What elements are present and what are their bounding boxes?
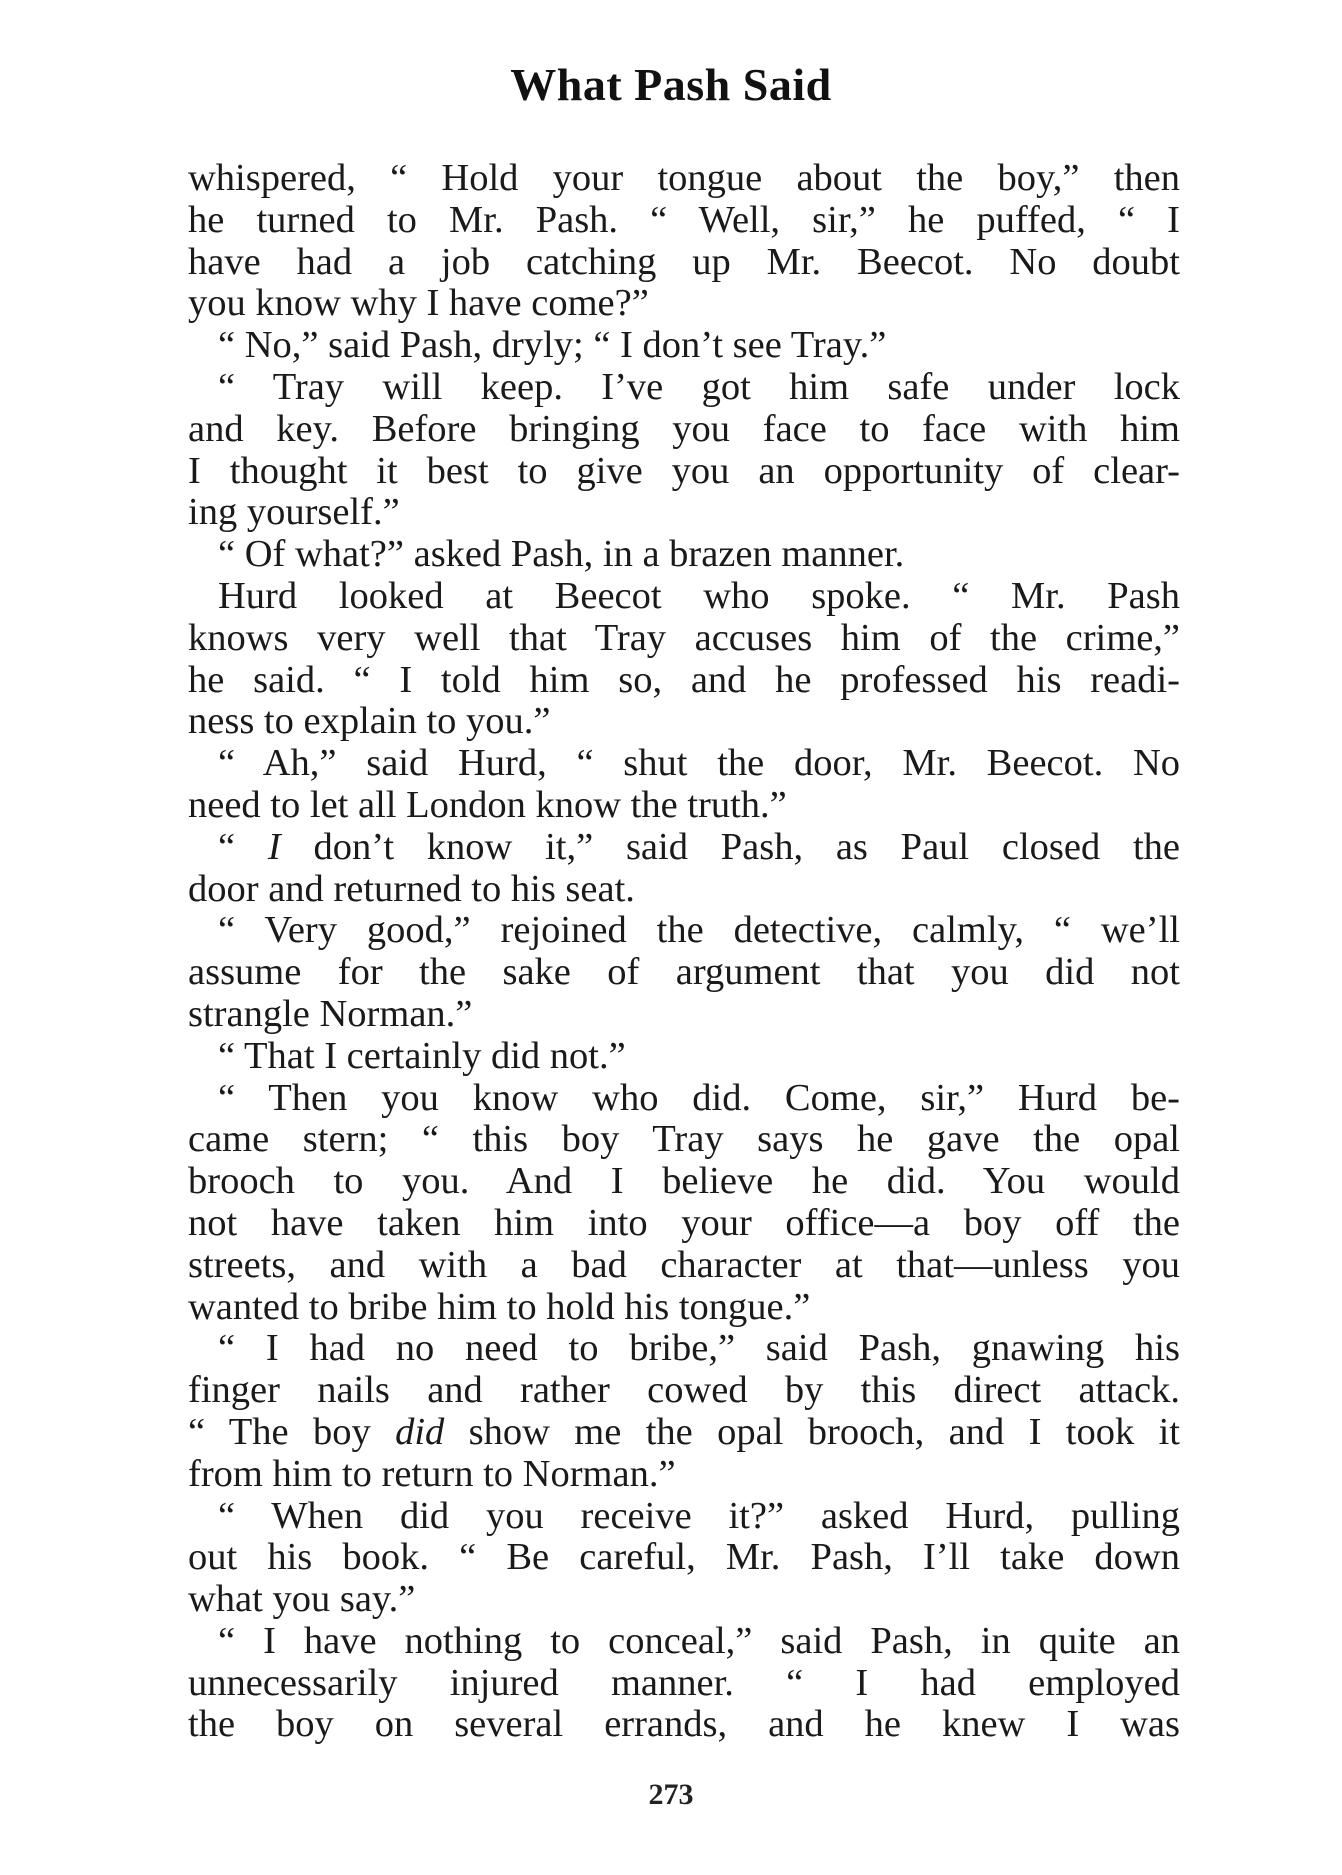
- text-line: what you say.”: [188, 1578, 416, 1621]
- text-line: need to let all London know the truth.”: [188, 783, 787, 826]
- text-line: you know why I have come?”: [188, 282, 649, 325]
- text-line: streets, and with a bad character at that—unless you: [188, 1243, 1180, 1286]
- text-line: “ Of what?” asked Pash, in a brazen manner.: [218, 533, 905, 576]
- text-line: “ Tray will keep. I’ve got him safe under lock: [218, 365, 1180, 408]
- text-line: and key. Before bringing you face to face with him: [188, 407, 1180, 450]
- text-line: “ I don’t know it,” said Pash, as Paul closed the: [218, 825, 1181, 868]
- text-line: whispered, “ Hold your tongue about the boy,” then: [188, 157, 1180, 199]
- text-line: from him to return to Norman.”: [188, 1452, 676, 1495]
- text-line: “ Ah,” said Hurd, “ shut the door, Mr. Beecot. No: [218, 742, 1180, 785]
- text-line: “ When did you receive it?” asked Hurd, pulling: [218, 1494, 1180, 1537]
- text-line: brooch to you. And I believe he did. You would: [188, 1160, 1180, 1203]
- text-line: door and returned to his seat.: [188, 867, 635, 910]
- text-line: out his book. “ Be careful, Mr. Pash, I’ll take down: [188, 1536, 1180, 1579]
- text-line: Hurd looked at Beecot who spoke. “ Mr. Pash: [218, 574, 1180, 617]
- text-line: assume for the sake of argument that you did not: [188, 951, 1180, 994]
- text-line: “ No,” said Pash, dryly; “ I don’t see Tray.”: [218, 324, 887, 367]
- body-text: [188, 158, 1180, 1746]
- text-line: “ Very good,” rejoined the detective, calmly, “ we’ll: [218, 909, 1180, 952]
- text-line: not have taken him into your office—a boy off the: [188, 1201, 1180, 1244]
- text-line: “ I had no need to bribe,” said Pash, gnawing his: [218, 1327, 1180, 1370]
- text-line: have had a job catching up Mr. Beecot. No doubt: [188, 240, 1180, 283]
- text-line: ing yourself.”: [188, 491, 400, 534]
- page-number: 273: [648, 1778, 694, 1811]
- text-line: he turned to Mr. Pash. “ Well, sir,” he puffed, “ I: [188, 198, 1180, 241]
- text-line: “ Then you know who did. Come, sir,” Hurd be-: [218, 1076, 1180, 1119]
- text-line: wanted to bribe him to hold his tongue.”: [188, 1285, 811, 1328]
- text-line: finger nails and rather cowed by this direct attack.: [188, 1369, 1180, 1412]
- text-line: I thought it best to give you an opportunity of clear-: [188, 449, 1180, 492]
- running-head: What Pash Said: [510, 59, 832, 110]
- text-line: ness to explain to you.”: [188, 700, 551, 743]
- text-line: “ The boy did show me the opal brooch, and I took it: [188, 1410, 1180, 1453]
- text-line: strangle Norman.”: [188, 992, 473, 1035]
- text-line: “ That I certainly did not.”: [218, 1034, 626, 1077]
- text-line: knows very well that Tray accuses him of the crime,”: [188, 616, 1180, 659]
- text-line: he said. “ I told him so, and he professed his readi-: [188, 658, 1180, 701]
- text-line: came stern; “ this boy Tray says he gave the opal: [188, 1118, 1180, 1161]
- text-line: “ I have nothing to conceal,” said Pash, in quite an: [218, 1619, 1180, 1662]
- text-line: unnecessarily injured manner. “ I had employed: [188, 1661, 1180, 1704]
- text-line: the boy on several errands, and he knew I was: [188, 1703, 1180, 1746]
